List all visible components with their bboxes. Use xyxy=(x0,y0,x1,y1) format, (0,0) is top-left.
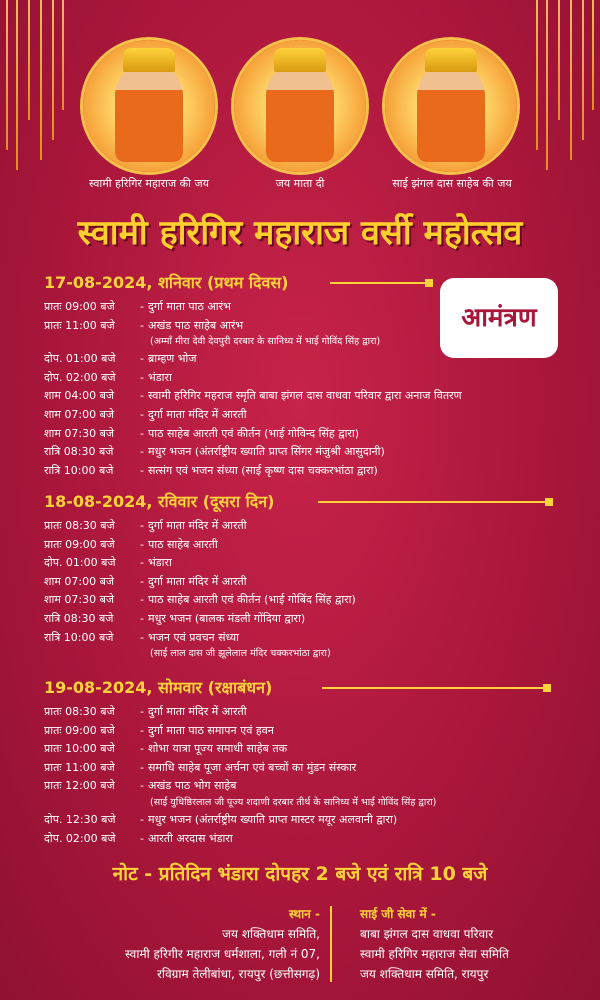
schedule-row xyxy=(44,742,287,756)
schedule-row xyxy=(44,445,385,459)
separator-dash: - xyxy=(140,705,144,718)
event-name: भजन एवं प्रवचन संध्या xyxy=(148,630,239,644)
event-name: मधुर भजन (बालक मंडली गोंदिया द्वारा) xyxy=(148,612,306,625)
separator-dash: - xyxy=(140,370,144,384)
separator-dash: - xyxy=(140,300,144,313)
event-note: (अम्माँ मीरा देवी देवपुरी दरबार के सानिध्य में भाई गोविंद सिंह द्वारा) xyxy=(150,336,381,348)
event-time: रात्रि 08:30 बजे xyxy=(44,445,114,459)
event-name: पाठ साहेब आरती एवं कीर्तन (भाई गोविन्द सिंह द्वारा) xyxy=(148,426,360,440)
schedule-row xyxy=(44,352,197,366)
event-time: दोप. 02:00 बजे xyxy=(44,831,116,845)
event-name: स्वामी हरिगिर महराज स्मृति बाबा झंगल दास वाधवा परिवार द्वारा अनाज वितरण xyxy=(148,389,462,403)
separator-dash: - xyxy=(140,537,144,551)
seva-block xyxy=(360,904,590,984)
event-note: (साई लाल दास जी झूलेलाल मंदिर चक्करभांठा द्वारा) xyxy=(150,648,331,660)
separator-dash: - xyxy=(140,389,144,403)
schedule-row xyxy=(44,813,397,827)
separator-dash: - xyxy=(140,426,144,440)
event-time: रात्रि 10:00 बजे xyxy=(44,630,114,644)
separator-dash: - xyxy=(140,519,144,532)
event-time: दोप. 01:00 बजे xyxy=(44,556,116,570)
schedule-row xyxy=(44,779,236,793)
schedule-row xyxy=(44,389,462,403)
amantran-stamp: आमंत्रण xyxy=(440,278,558,358)
event-name: भंडारा xyxy=(148,556,172,570)
event-name: दुर्गा माता मंदिर में आरती xyxy=(148,408,247,421)
separator-dash: - xyxy=(140,779,144,793)
schedule-row xyxy=(44,464,378,478)
separator-dash: - xyxy=(140,593,144,607)
event-time: रात्रि 10:00 बजे xyxy=(44,463,114,477)
separator-dash: - xyxy=(140,723,144,737)
event-name: आरती अरदास भंडारा xyxy=(148,831,233,845)
event-time: रात्रि 08:30 बजे xyxy=(44,612,114,625)
schedule-row xyxy=(44,631,239,645)
event-time: प्रातः 09:00 बजे xyxy=(44,537,115,551)
separator-dash: - xyxy=(140,813,144,826)
decorative-lights-right xyxy=(530,0,600,175)
page-title: स्वामी हरिगिर महाराज वर्सी महोत्सव xyxy=(77,213,523,253)
event-name: दुर्गा माता मंदिर में आरती xyxy=(148,574,247,588)
separator-dash: - xyxy=(140,742,144,756)
event-time: प्रातः 08:30 बजे xyxy=(44,519,115,532)
event-name: दुर्गा माता पाठ समापन एवं हवन xyxy=(148,723,274,737)
schedule-row xyxy=(44,427,359,441)
event-name: अखंड पाठ साहेब आरंभ xyxy=(148,318,244,332)
venue-block xyxy=(30,904,320,984)
schedule-row xyxy=(44,724,274,738)
venue-line: रविग्राम तेलीबांधा, रायपुर (छत्तीसगढ़) xyxy=(156,967,320,981)
schedule-row xyxy=(44,832,233,846)
separator-dash: - xyxy=(140,352,144,366)
decorative-lights-left xyxy=(0,0,70,175)
day-heading-rule xyxy=(330,282,430,284)
event-name: शोभा यात्रा पूज्य समाधी साहेब तक xyxy=(148,742,288,756)
event-name: मधुर भजन (अंतर्राष्ट्रीय ख्याति प्राप्त मास्टर मयूर अलवानी द्वारा) xyxy=(148,813,398,826)
event-name: अखंड पाठ भोग साहेब xyxy=(148,779,237,793)
separator-dash: - xyxy=(140,318,144,332)
schedule-row xyxy=(44,371,172,385)
event-time: प्रातः 10:00 बजे xyxy=(44,742,115,756)
separator-dash: - xyxy=(140,612,144,625)
venue-line: स्वामी हरिगीर महाराज धर्मशाला, गली नं 07, xyxy=(125,947,320,961)
caption-jai-mata-di: जय माता दी xyxy=(275,177,325,190)
day-heading: 18-08-2024, रविवार (दूसरा दिन) xyxy=(44,492,275,511)
event-time: शाम 04:00 बजे xyxy=(44,389,115,403)
event-name: पाठ साहेब आरती एवं कीर्तन (भाई गोबिंद सिंह द्वारा) xyxy=(148,593,356,607)
event-time: प्रातः 08:30 बजे xyxy=(44,705,115,718)
event-name: पाठ साहेब आरती xyxy=(148,537,218,551)
schedule-row xyxy=(44,319,243,333)
event-time: प्रातः 12:00 बजे xyxy=(44,779,115,793)
separator-dash: - xyxy=(140,463,144,477)
event-time: शाम 07:00 बजे xyxy=(44,408,115,421)
caption-swami-harigir: स्वामी हरिगिर महाराज की जय xyxy=(88,177,209,190)
event-name: समाधि साहेब पूजा अर्चना एवं बच्चों का मुंडन संस्कार xyxy=(148,760,357,774)
event-time: शाम 07:30 बजे xyxy=(44,426,115,440)
event-name: दुर्गा माता पाठ आरंभ xyxy=(148,300,231,313)
schedule-row xyxy=(44,705,247,719)
bhandara-note: नोट - प्रतिदिन भंडारा दोपहर 2 बजे एवं रात्रि 10 बजे xyxy=(112,863,488,885)
event-time: दोप. 01:00 बजे xyxy=(44,352,116,366)
schedule-row xyxy=(44,612,305,626)
separator-dash: - xyxy=(140,630,144,644)
venue-line: जय शक्तिधाम समिति, xyxy=(222,927,320,941)
schedule-row xyxy=(44,761,356,775)
schedule-row xyxy=(44,593,356,607)
separator-dash: - xyxy=(140,445,144,459)
event-time: प्रातः 11:00 बजे xyxy=(44,760,115,774)
day-heading: 19-08-2024, सोमवार (रक्षाबंधन) xyxy=(44,678,273,697)
event-name: भंडारा xyxy=(148,370,172,384)
seva-line: जय शक्तिधाम समिति, रायपुर xyxy=(360,967,489,981)
seva-line: बाबा झंगल दास वाधवा परिवार xyxy=(360,927,494,941)
event-name: दुर्गा माता मंदिर में आरती xyxy=(148,519,247,532)
event-time: प्रातः 11:00 बजे xyxy=(44,318,115,332)
separator-dash: - xyxy=(140,556,144,570)
caption-sai-jhangal-das: साई झंगल दास साहेब की जय xyxy=(392,177,512,190)
schedule-row xyxy=(44,538,218,552)
schedule-row xyxy=(44,519,247,533)
event-name: दुर्गा माता मंदिर में आरती xyxy=(148,705,247,718)
day-heading: 17-08-2024, शनिवार (प्रथम दिवस) xyxy=(44,273,289,292)
separator-dash: - xyxy=(140,574,144,588)
event-time: दोप. 02:00 बजे xyxy=(44,370,116,384)
schedule-row xyxy=(44,408,247,422)
separator-dash: - xyxy=(140,760,144,774)
event-time: प्रातः 09:00 बजे xyxy=(44,300,115,313)
footer-divider xyxy=(330,906,332,982)
event-name: ब्राम्हण भोज xyxy=(148,352,197,366)
day-heading-rule xyxy=(322,687,548,689)
event-name: मधुर भजन (अंतर्राष्ट्रीय ख्याति प्राप्त सिंगर मंजुश्री आसुदानी) xyxy=(148,445,385,459)
schedule-row xyxy=(44,556,172,570)
event-time: शाम 07:00 बजे xyxy=(44,574,115,588)
event-name: सत्संग एवं भजन संध्या (साई कृष्ण दास चक्करभांठा द्वारा) xyxy=(148,463,378,477)
event-note: (साईं युधिष्ठिरलाल जी पूज्य शदाणी दरबार तीर्थ के सानिध्य में भाई गोविंद सिंह द्वारा) xyxy=(150,797,437,808)
venue-heading: स्थान - xyxy=(288,907,320,921)
seva-heading: साई जी सेवा में - xyxy=(360,907,436,921)
portrait-swami-harigir xyxy=(83,40,215,172)
schedule-row xyxy=(44,300,231,314)
day-heading-rule xyxy=(318,501,550,503)
event-time: प्रातः 09:00 बजे xyxy=(44,723,115,737)
separator-dash: - xyxy=(140,831,144,845)
portrait-sai-jhangal-das xyxy=(385,40,517,172)
event-time: शाम 07:30 बजे xyxy=(44,593,115,607)
seva-line: स्वामी हरिगिर महाराज सेवा समिति xyxy=(360,947,509,961)
separator-dash: - xyxy=(140,408,144,421)
schedule-row xyxy=(44,575,247,589)
event-time: दोप. 12:30 बजे xyxy=(44,813,116,826)
portrait-mata-di xyxy=(234,40,366,172)
